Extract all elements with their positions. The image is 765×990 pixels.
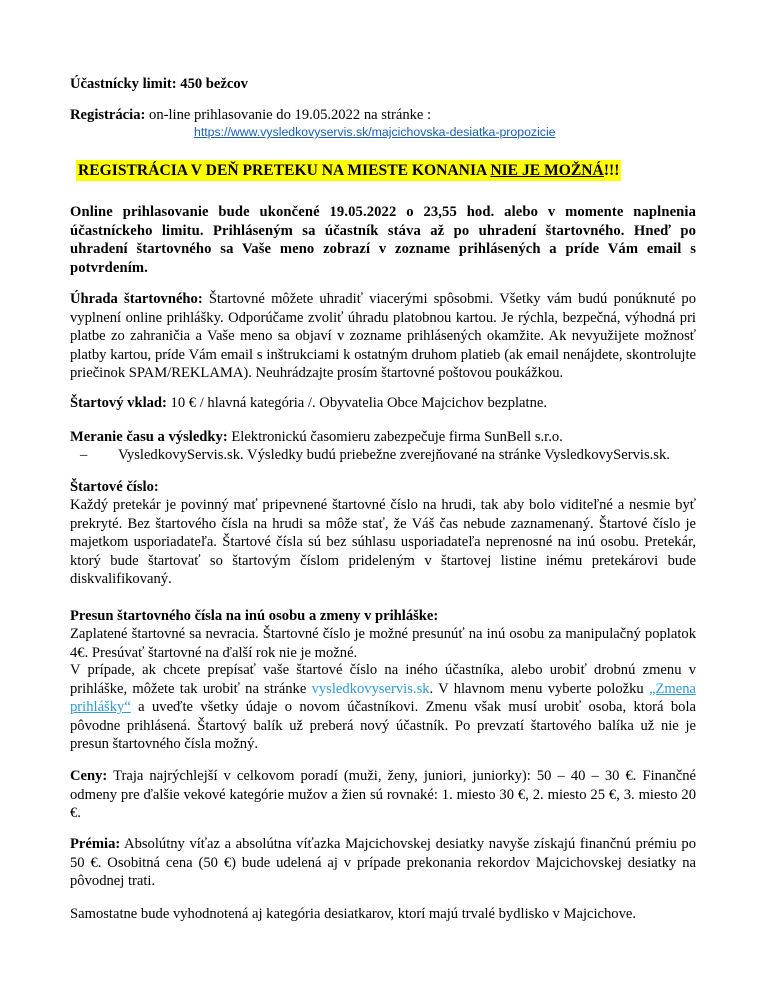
transfer-p2-a: V prípade, ak chcete prepísať vaše štartové číslo na iného účastníka, alebo urobiť drobnú zmenu v prihláške, môžete tak urobiť na stránke <box>70 662 696 697</box>
vysledkovyservis-link[interactable]: vysledkovyservis.sk <box>311 680 430 697</box>
timing-label: Meranie času a výsledky: <box>70 429 228 445</box>
payment-label: Úhrada štartovného: <box>70 291 203 307</box>
transfer-p1: Zaplatené štartovné sa nevracia. Štartovné číslo je možné presunúť na inú osobu za manipulačný poplatok 4€. Presúvať štartovné na ďalší rok nie je možné. <box>70 626 696 661</box>
bonus-label: Prémia: <box>70 836 121 852</box>
banner-text-1: REGISTRÁCIA V DEŇ PRETEKU NA MIESTE KONANIA <box>78 162 491 179</box>
transfer-title-row <box>70 607 696 626</box>
prizes-section <box>70 767 696 823</box>
transfer-p2 <box>70 661 696 754</box>
registration <box>70 106 696 125</box>
bonus-section <box>70 835 696 891</box>
prizes-text: Traja najrýchlejší v celkovom poradí (muži, ženy, juniori, juniorky): 50 – 40 – 30 €. Finančné odmeny pre ďalšie vekové kategórie mužov a žien sú rovnaké: 1. miesto 30 €, 2. miesto 25 €, 3. miesto 20 €. <box>70 768 697 821</box>
online-registration-note: Online prihlasovanie bude ukončené 19.05.2022 o 23,55 hod. alebo v momente naplnenia účastníckeho limitu. Prihláseným sa účastník stáva až po uhradení štartovného. Hneď po uhradení štartovného sa Vaše meno zobrazí v zozname prihlásených a príde Vám email s potvrdením. <box>70 204 696 276</box>
registration-url-row <box>194 123 556 142</box>
entry-fee <box>70 394 696 413</box>
timing-bullet-dash: – <box>80 447 88 463</box>
timing-bullet-text: VysledkovyServis.sk. Výsledky budú priebežne zverejňované na stránke VysledkovyServis.sk. <box>118 447 670 463</box>
fee-text: 10 € / hlavná kategória /. Obyvatelia Obce Majcichov bezplatne. <box>170 395 548 411</box>
registration-url-link[interactable]: https://www.vysledkovyservis.sk/majcichovska-desiatka-propozicie <box>194 125 556 139</box>
bib-text: Každý pretekár je povinný mať pripevnené štartovné číslo na hrudi, tak aby bolo viditeľné a nesmie byť prekryté. Bez štartového čísla na hrudi sa môže stať, že Váš čas nebude zaznamenaný. Štartové číslo je majetkom usporiadateľa. Štartové čísla sú bez súhlasu usporiadateľa neprenosné na inú osobu. Pretekár, ktorý bude štartovať so štartovým číslom prideleným v štartovej listine inému pretekárovi bude diskvalifikovaný. <box>70 497 696 587</box>
change-application-link[interactable]: „Zmena prihlášky“ <box>70 680 696 715</box>
limit-value: 450 bežcov <box>180 76 248 92</box>
limit-label: Účastnícky limit: <box>70 76 177 92</box>
timing-bullet <box>80 446 670 465</box>
bonus-text: Absolútny víťaz a absolútna víťazka Majcichovskej desiatky navyše získajú finančnú prémiu po 50 €. Osobitná cena (50 €) bude udelená aj v prípade prekonania rekordov Majcichovskej desiatky na pôvodnej trati. <box>70 836 696 889</box>
timing-section <box>70 428 696 447</box>
payment-section <box>70 290 696 383</box>
registration-label: Registrácia: <box>70 107 146 123</box>
no-onsite-registration-banner <box>76 160 621 181</box>
banner-text-3: !!! <box>603 162 620 179</box>
prizes-label: Ceny: <box>70 768 108 784</box>
registration-text: on-line prihlasovanie do 19.05.2022 na stránke : <box>149 107 432 123</box>
bib-title-row <box>70 478 696 497</box>
banner-text-2: NIE JE MOŽNÁ <box>490 162 604 179</box>
fee-label: Štartový vklad: <box>70 395 167 411</box>
payment-text: Štartovné môžete uhradiť viacerými spôsobmi. Všetky vám budú ponúknuté po vyplnení online prihlášky. Odporúčame zvoliť úhradu platobnou kartou. Je rýchla, bezpečná, výhodná pri platbe zo zahraničia a Vaše meno sa objaví v zozname prihlásených okamžite. Ak nevyužijete možnosť platby kartou, príde Vám email s inštrukciami k ostatným druhom platieb (ak email nenájdete, skontrolujte priečinok SPAM/REKLAMA). Neuhrádzajte prosím štartovné poštovou poukážkou. <box>70 291 696 381</box>
transfer-p2-b: . V hlavnom menu vyberte položku <box>429 680 649 697</box>
timing-text: Elektronickú časomieru zabezpečuje firma SunBell s.r.o. <box>231 429 563 445</box>
participant-limit <box>70 75 696 94</box>
transfer-p2-c: a uveďte všetky údaje o novom účastníkovi. Zmenu však musí urobiť osoba, ktorá bola pôvodne prihlásená. Štartový balík už preberá nový účastník. Po prevzatí štartového balíka už nie je presun štartovného čísla možný. <box>70 699 696 752</box>
residents-note: Samostatne bude vyhodnotená aj kategória desiatkarov, ktorí majú trvalé bydlisko v Majcichove. <box>70 906 637 922</box>
bib-title: Štartové číslo: <box>70 479 159 495</box>
transfer-title: Presun štartovného čísla na inú osobu a zmeny v prihláške: <box>70 608 439 624</box>
